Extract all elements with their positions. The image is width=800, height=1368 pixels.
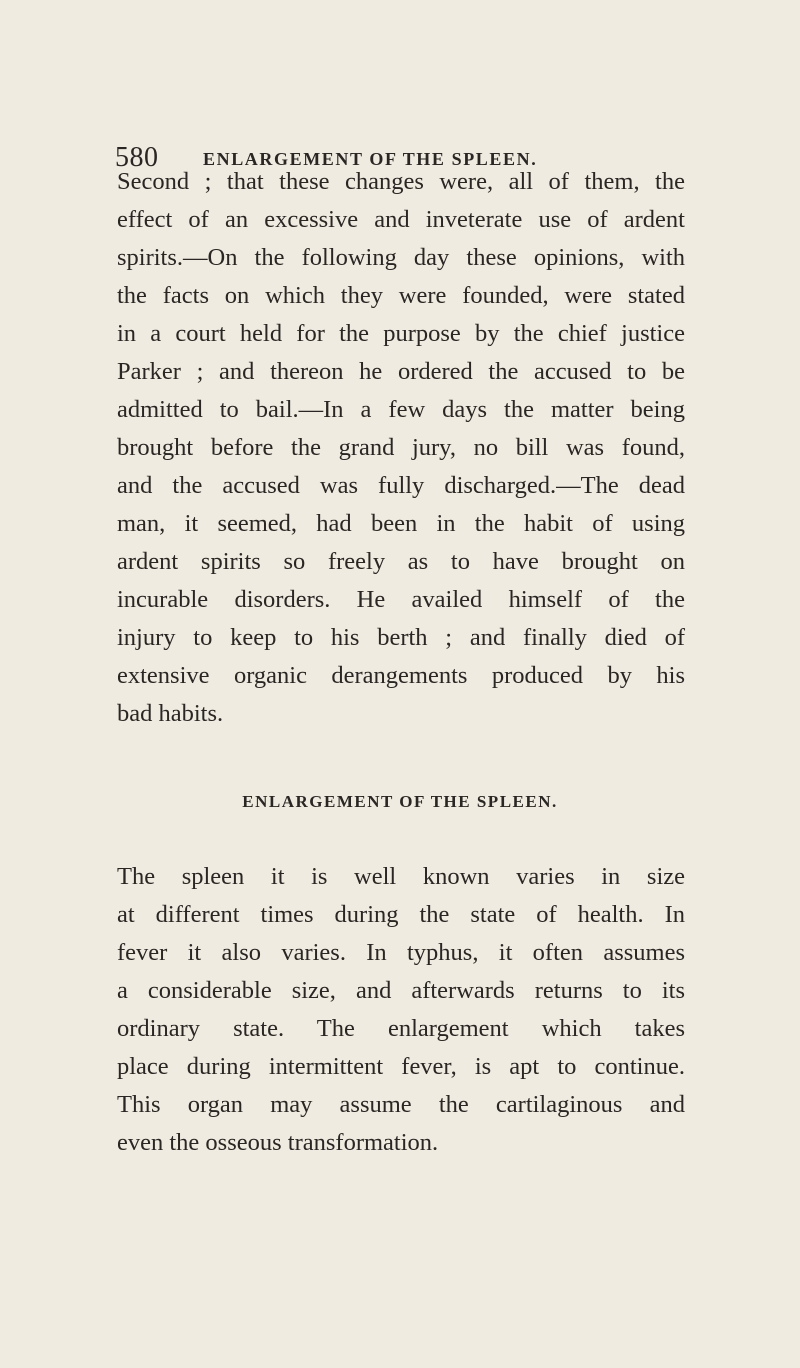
text-line: Parker ; and thereon he ordered the accused to be [117, 358, 685, 385]
page-number: 580 [115, 142, 159, 173]
text-line: effect of an excessive and inveterate use of ardent [117, 206, 685, 233]
section-heading: ENLARGEMENT OF THE SPLEEN. [242, 792, 558, 811]
text-line: place during intermittent fever, is apt to continue. [117, 1053, 685, 1080]
text-line: incurable disorders. He availed himself of the [117, 586, 685, 613]
paragraph-1 [117, 163, 685, 733]
text-line: in a court held for the purpose by the chief justice [117, 320, 685, 347]
text-line: This organ may assume the cartilaginous and [117, 1091, 685, 1118]
text-line: injury to keep to his berth ; and finally died of [117, 624, 685, 651]
running-head-title: ENLARGEMENT OF THE SPLEEN. [203, 149, 538, 169]
paragraph-2 [117, 858, 685, 1162]
text-line: bad habits. [117, 700, 224, 727]
text-line: the facts on which they were founded, were stated [117, 282, 685, 309]
text-line: ardent spirits so freely as to have brought on [117, 548, 685, 575]
text-line: admitted to bail.—In a few days the matter being [117, 396, 685, 423]
text-line: extensive organic derangements produced by his [117, 662, 685, 689]
text-line: and the accused was fully discharged.—The dead [117, 472, 685, 499]
text-line: brought before the grand jury, no bill was found, [117, 434, 685, 461]
text-line: at different times during the state of health. In [117, 901, 685, 928]
text-line: Second ; that these changes were, all of them, the [117, 168, 685, 195]
text-line: ordinary state. The enlargement which takes [117, 1015, 685, 1042]
text-line: spirits.—On the following day these opinions, with [117, 244, 685, 271]
text-line: fever it also varies. In typhus, it often assumes [117, 939, 685, 966]
text-line: a considerable size, and afterwards returns to its [117, 977, 685, 1004]
text-line: The spleen it is well known varies in size [117, 863, 685, 890]
text-line: even the osseous transformation. [117, 1129, 439, 1156]
text-line: man, it seemed, had been in the habit of using [117, 510, 685, 537]
